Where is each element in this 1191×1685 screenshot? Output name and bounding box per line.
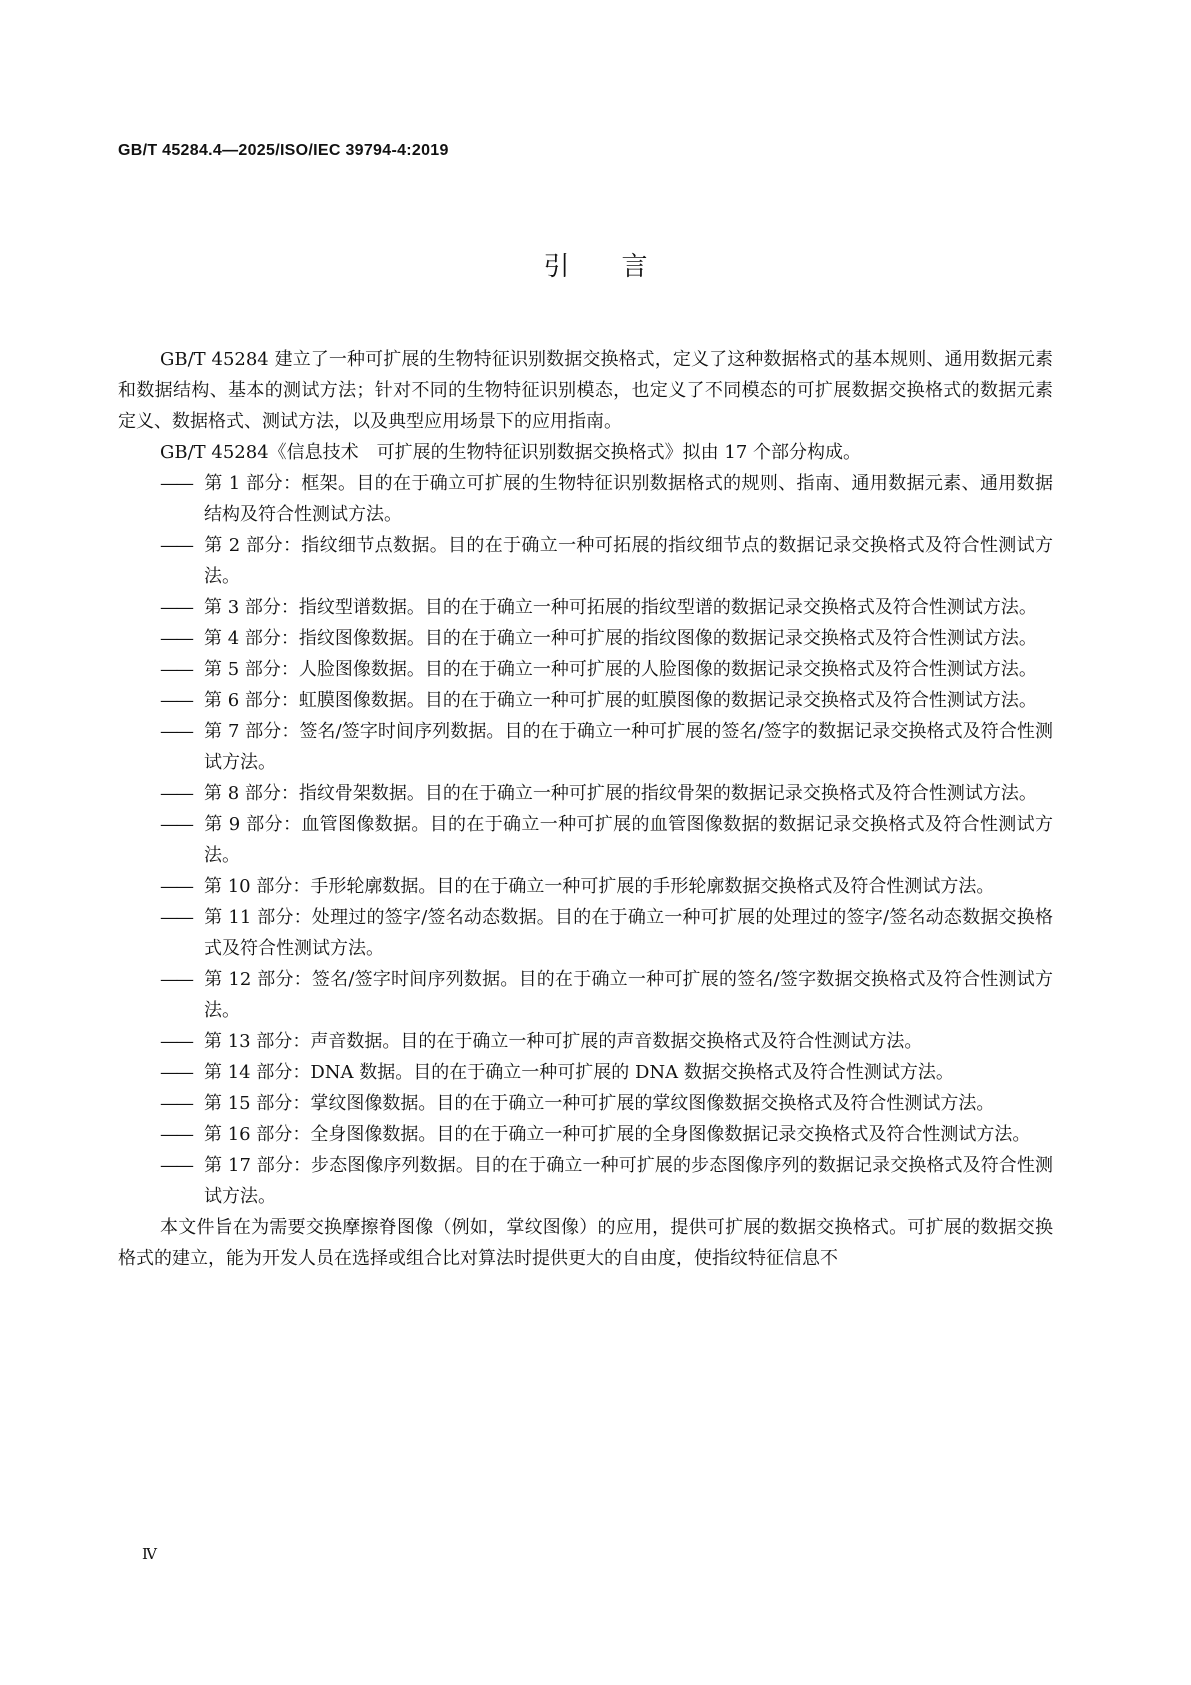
- dash-marker: ——: [160, 597, 192, 618]
- list-item: [118, 716, 1053, 778]
- list-item-text: 第 17 部分：步态图像序列数据。目的在于确立一种可扩展的步态图像序列的数据记录交换格式及符合性测试方法。: [204, 1155, 1053, 1207]
- intro-paragraph: GB/T 45284《信息技术 可扩展的生物特征识别数据交换格式》拟由 17 个部分构成。: [160, 442, 862, 463]
- dash-marker: ——: [160, 1062, 192, 1083]
- list-item: [118, 592, 1053, 623]
- list-item: [118, 623, 1053, 654]
- list-item: [118, 1057, 1053, 1088]
- list-item: [118, 902, 1053, 964]
- list-item: [118, 1119, 1053, 1150]
- list-item-text: 第 4 部分：指纹图像数据。目的在于确立一种可扩展的指纹图像的数据记录交换格式及符合性测试方法。: [204, 628, 1037, 649]
- document-header: GB/T 45284.4—2025/ISO/IEC 39794-4:2019: [118, 142, 449, 159]
- list-item-text: 第 11 部分：处理过的签字/签名动态数据。目的在于确立一种可扩展的处理过的签字/签名动态数据交换格式及符合性测试方法。: [204, 907, 1053, 959]
- dash-marker: ——: [160, 814, 192, 835]
- list-item: [118, 685, 1053, 716]
- list-item-text: 第 3 部分：指纹型谱数据。目的在于确立一种可拓展的指纹型谱的数据记录交换格式及符合性测试方法。: [204, 597, 1037, 618]
- list-item-text: 第 13 部分：声音数据。目的在于确立一种可扩展的声音数据交换格式及符合性测试方法。: [204, 1031, 923, 1052]
- main-content: [118, 344, 1053, 1274]
- dash-marker: ——: [160, 1031, 192, 1052]
- page-title: 引言: [543, 252, 700, 282]
- dash-marker: ——: [160, 659, 192, 680]
- dash-marker: ——: [160, 1155, 192, 1176]
- list-item: [118, 1150, 1053, 1212]
- dash-marker: ——: [160, 721, 192, 742]
- list-item-text: 第 2 部分：指纹细节点数据。目的在于确立一种可拓展的指纹细节点的数据记录交换格式及符合性测试方法。: [204, 535, 1053, 587]
- list-item: [118, 654, 1053, 685]
- list-item: [118, 1088, 1053, 1119]
- list-item-text: 第 16 部分：全身图像数据。目的在于确立一种可扩展的全身图像数据记录交换格式及符合性测试方法。: [204, 1124, 1031, 1145]
- list-item-text: 第 7 部分：签名/签字时间序列数据。目的在于确立一种可扩展的签名/签字的数据记录交换格式及符合性测试方法。: [204, 721, 1053, 773]
- list-item: [118, 964, 1053, 1026]
- dash-marker: ——: [160, 783, 192, 804]
- list-item-text: 第 14 部分：DNA 数据。目的在于确立一种可扩展的 DNA 数据交换格式及符合性测试方法。: [204, 1062, 954, 1083]
- list-item-text: 第 6 部分：虹膜图像数据。目的在于确立一种可扩展的虹膜图像的数据记录交换格式及符合性测试方法。: [204, 690, 1037, 711]
- list-item-text: 第 12 部分：签名/签字时间序列数据。目的在于确立一种可扩展的签名/签字数据交换格式及符合性测试方法。: [204, 969, 1053, 1021]
- list-item: [118, 530, 1053, 592]
- page-number: Ⅳ: [142, 1545, 157, 1563]
- dash-marker: ——: [160, 1093, 192, 1114]
- intro-paragraph: GB/T 45284 建立了一种可扩展的生物特征识别数据交换格式，定义了这种数据格式的基本规则、通用数据元素和数据结构、基本的测试方法；针对不同的生物特征识别模态，也定义了不同模态的可扩展数据交换格式的数据元素定义、数据格式、测试方法，以及典型应用场景下的应用指南。: [118, 349, 1053, 432]
- dash-marker: ——: [160, 907, 192, 928]
- dash-marker: ——: [160, 1124, 192, 1145]
- dash-marker: ——: [160, 535, 192, 556]
- list-item: [118, 871, 1053, 902]
- list-item-text: 第 1 部分：框架。目的在于确立可扩展的生物特征识别数据格式的规则、指南、通用数据元素、通用数据结构及符合性测试方法。: [204, 473, 1053, 525]
- dash-marker: ——: [160, 628, 192, 649]
- list-item-text: 第 15 部分：掌纹图像数据。目的在于确立一种可扩展的掌纹图像数据交换格式及符合性测试方法。: [204, 1093, 995, 1114]
- list-item-text: 第 10 部分：手形轮廓数据。目的在于确立一种可扩展的手形轮廓数据交换格式及符合性测试方法。: [204, 876, 995, 897]
- list-item-text: 第 9 部分：血管图像数据。目的在于确立一种可扩展的血管图像数据的数据记录交换格式及符合性测试方法。: [204, 814, 1053, 866]
- list-item-text: 第 5 部分：人脸图像数据。目的在于确立一种可扩展的人脸图像的数据记录交换格式及符合性测试方法。: [204, 659, 1037, 680]
- dash-marker: ——: [160, 876, 192, 897]
- list-item: [118, 809, 1053, 871]
- list-item: [118, 468, 1053, 530]
- dash-marker: ——: [160, 690, 192, 711]
- dash-marker: ——: [160, 473, 192, 494]
- list-item: [118, 1026, 1053, 1057]
- list-item-text: 第 8 部分：指纹骨架数据。目的在于确立一种可扩展的指纹骨架的数据记录交换格式及符合性测试方法。: [204, 783, 1037, 804]
- dash-marker: ——: [160, 969, 192, 990]
- closing-paragraph: 本文件旨在为需要交换摩擦脊图像（例如，掌纹图像）的应用，提供可扩展的数据交换格式。可扩展的数据交换格式的建立，能为开发人员在选择或组合比对算法时提供更大的自由度，使指纹特征信息不: [118, 1217, 1053, 1269]
- list-item: [118, 778, 1053, 809]
